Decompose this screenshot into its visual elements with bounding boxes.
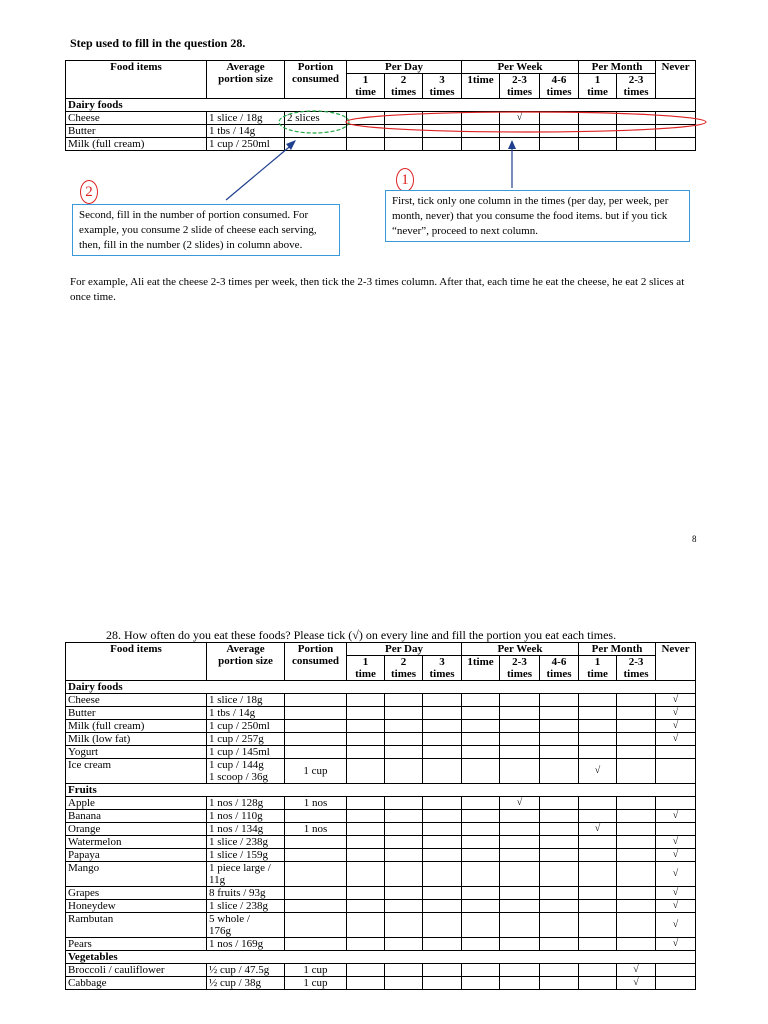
tick-cell-week3[interactable]	[540, 823, 579, 836]
food-name-cell: Banana	[66, 810, 207, 823]
tick-cell-day2[interactable]	[385, 707, 423, 720]
tick-cell-day3[interactable]	[423, 849, 462, 862]
tick-cell-month2[interactable]	[617, 720, 656, 733]
category-row: Fruits	[66, 784, 696, 797]
tick-cell-week2[interactable]	[500, 887, 540, 900]
tick-cell-week3[interactable]	[540, 938, 579, 951]
food-name-cell: Cabbage	[66, 977, 207, 990]
week-1-header: 1time	[462, 74, 500, 99]
tick-cell-day1[interactable]	[347, 887, 385, 900]
tick-cell-week3[interactable]	[540, 887, 579, 900]
food-name-cell: Yogurt	[66, 746, 207, 759]
tick-cell-day3[interactable]	[423, 900, 462, 913]
table-row	[66, 849, 696, 862]
table-row	[66, 836, 696, 849]
tick-cell-never[interactable]: √	[656, 707, 696, 720]
portion-size-cell: 1 nos / 169g	[207, 938, 285, 951]
tick-cell-day1[interactable]	[347, 797, 385, 810]
tick-cell-week1[interactable]	[462, 707, 500, 720]
tick-cell-day2[interactable]	[385, 938, 423, 951]
tick-cell-month2[interactable]	[617, 797, 656, 810]
per-week-header: Per Week	[462, 61, 579, 74]
tick-cell-day2[interactable]	[385, 746, 423, 759]
portion-consumed-cell[interactable]	[285, 900, 347, 913]
tick-cell-month1[interactable]	[579, 964, 617, 977]
tick-cell-never[interactable]	[656, 977, 696, 990]
table-row	[66, 694, 696, 707]
portion-size-cell: ½ cup / 38g	[207, 977, 285, 990]
tick-cell-day3[interactable]	[423, 694, 462, 707]
food-name-cell: Cheese	[66, 694, 207, 707]
tick-cell-month2[interactable]	[617, 849, 656, 862]
category-row: Vegetables	[66, 951, 696, 964]
portion-size-cell: 1 cup / 250ml	[207, 720, 285, 733]
tick-cell-day3[interactable]	[423, 707, 462, 720]
food-name-cell: Apple	[66, 797, 207, 810]
table-row	[66, 759, 696, 784]
step-title: Step used to fill in the question 28.	[70, 36, 246, 50]
week-2-header: 2-3 times	[500, 656, 540, 681]
portion-consumed-cell[interactable]	[285, 849, 347, 862]
tick-cell-week1[interactable]	[462, 746, 500, 759]
tick-cell-month1[interactable]	[579, 913, 617, 938]
tick-cell-month1[interactable]	[579, 938, 617, 951]
tick-cell-day3[interactable]	[423, 913, 462, 938]
portion-consumed-cell[interactable]	[285, 733, 347, 746]
arrow-line-2	[226, 143, 294, 200]
portion-size-line: 1 scoop / 36g	[209, 771, 268, 783]
tick-cell-week2[interactable]	[500, 836, 540, 849]
table-row	[66, 720, 696, 733]
tick-cell-day1[interactable]	[347, 862, 385, 887]
tick-cell-month1[interactable]	[579, 797, 617, 810]
tick-cell-week1[interactable]	[462, 694, 500, 707]
table-row: Cheese 1 slice / 18g 2 slices √	[66, 112, 696, 125]
tick-cell-never[interactable]	[656, 964, 696, 977]
tick-cell-day3[interactable]	[423, 823, 462, 836]
tick-cell-week1[interactable]	[462, 887, 500, 900]
tick-cell-week2[interactable]	[500, 759, 540, 784]
portion-consumed-cell[interactable]	[285, 810, 347, 823]
tick-cell-week3[interactable]	[540, 913, 579, 938]
tick-cell-never[interactable]: √	[656, 938, 696, 951]
tick-cell-week1[interactable]	[462, 759, 500, 784]
tick-cell-month2[interactable]	[617, 887, 656, 900]
tick-cell-week1[interactable]	[462, 733, 500, 746]
table-row	[66, 977, 696, 990]
tick-cell-week2[interactable]	[500, 862, 540, 887]
portion-size-cell: 1 nos / 110g	[207, 810, 285, 823]
portion-size-cell: 1 cup / 145ml	[207, 746, 285, 759]
table-row	[66, 707, 696, 720]
tick-cell-week2[interactable]	[500, 913, 540, 938]
tick-cell-week3[interactable]	[540, 707, 579, 720]
step-1-number: 1	[396, 168, 414, 192]
portion-consumed-cell[interactable]	[285, 913, 347, 938]
tick-cell-day2[interactable]	[385, 964, 423, 977]
tick-cell-day2[interactable]	[385, 887, 423, 900]
table-row	[66, 913, 696, 938]
month-2-header: 2-3 times	[617, 74, 656, 99]
tick-cell-month1[interactable]	[579, 810, 617, 823]
tick-cell-never[interactable]: √	[656, 733, 696, 746]
tick-cell-month2[interactable]	[617, 862, 656, 887]
table-row	[66, 862, 696, 887]
tick-cell-day2[interactable]	[385, 836, 423, 849]
tick-cell-never[interactable]: √	[656, 810, 696, 823]
tick-cell-day3[interactable]	[423, 964, 462, 977]
tick-cell-week2[interactable]	[500, 707, 540, 720]
portion-size-cell: 8 fruits / 93g	[207, 887, 285, 900]
day-2-header: 2 times	[385, 74, 423, 99]
tick-cell-day2[interactable]	[385, 720, 423, 733]
tick-cell-week1[interactable]	[462, 849, 500, 862]
tick-cell-day3[interactable]	[423, 797, 462, 810]
portion-consumed-cell[interactable]	[285, 836, 347, 849]
tick-cell-month1[interactable]	[579, 733, 617, 746]
tick-cell-day2[interactable]	[385, 810, 423, 823]
tick-cell-never[interactable]: √	[656, 887, 696, 900]
tick-cell-day2[interactable]	[385, 823, 423, 836]
tick-cell-week3[interactable]	[540, 836, 579, 849]
tick-cell-month1[interactable]	[579, 887, 617, 900]
week-3-header: 4-6 times	[540, 656, 579, 681]
tick-cell-week2[interactable]	[500, 977, 540, 990]
tick-cell-week1[interactable]	[462, 720, 500, 733]
tick-cell-week3[interactable]	[540, 746, 579, 759]
tick-cell-day1[interactable]	[347, 746, 385, 759]
callout-step-2: Second, fill in the number of portion consumed. For example, you consume 2 slide of cheese each serving, then, fill in the number (2 slides) in column above.	[72, 204, 340, 256]
question-title: 28. How often do you eat these foods? Please tick (√) on every line and fill the portion you eat each times.	[106, 628, 617, 642]
tick-cell-day3[interactable]	[423, 938, 462, 951]
tick-cell-month1[interactable]	[579, 694, 617, 707]
per-month-header: Per Month	[579, 61, 656, 74]
page-number: 8	[692, 534, 697, 544]
tick-cell-never[interactable]: √	[656, 720, 696, 733]
tick-cell-day2[interactable]	[385, 759, 423, 784]
portion-size-cell: 1 nos / 128g	[207, 797, 285, 810]
tick-cell-day1[interactable]	[347, 823, 385, 836]
never-header: Never	[656, 61, 696, 99]
portion-consumed-cell[interactable]	[285, 694, 347, 707]
portion-consumed-cell[interactable]	[285, 862, 347, 887]
food-name-cell: Watermelon	[66, 836, 207, 849]
food-name-cell: Grapes	[66, 887, 207, 900]
tick-cell-month2[interactable]	[617, 900, 656, 913]
table-row	[66, 964, 696, 977]
tick-cell-month1[interactable]	[579, 900, 617, 913]
tick-cell-day1[interactable]	[347, 810, 385, 823]
tick-cell-day1[interactable]	[347, 900, 385, 913]
average-portion-header: Average portion size	[207, 61, 285, 99]
table-row	[66, 810, 696, 823]
tick-cell-never[interactable]: √	[656, 836, 696, 849]
portion-size-line: 11g	[209, 874, 226, 886]
tick-cell-never[interactable]: √	[656, 900, 696, 913]
portion-size-cell: 1 slice / 238g	[207, 900, 285, 913]
portion-size-cell: ½ cup / 47.5g	[207, 964, 285, 977]
tick-cell-week2[interactable]	[500, 746, 540, 759]
portion-size-cell: 1 slice / 238g	[207, 836, 285, 849]
portion-consumed-cell[interactable]: 1 cup	[285, 759, 347, 784]
tick-cell-week2[interactable]	[500, 823, 540, 836]
tick-cell-week1[interactable]	[462, 862, 500, 887]
tick-cell-day3[interactable]	[423, 759, 462, 784]
tick-cell-week2[interactable]	[500, 964, 540, 977]
tick-cell-day1[interactable]	[347, 694, 385, 707]
food-name-cell: Mango	[66, 862, 207, 887]
tick-cell-day1[interactable]	[347, 938, 385, 951]
tick-cell-week1[interactable]	[462, 977, 500, 990]
food-name-cell: Pears	[66, 938, 207, 951]
tick-cell-week3[interactable]	[540, 733, 579, 746]
never-header: Never	[656, 643, 696, 681]
tick-cell-never[interactable]	[656, 797, 696, 810]
tick-cell-day1[interactable]	[347, 849, 385, 862]
tick-cell-month2[interactable]: √	[617, 964, 656, 977]
portion-consumed-header: Portion consumed	[285, 643, 347, 681]
table-row	[66, 887, 696, 900]
portion-size-cell: 1 nos / 134g	[207, 823, 285, 836]
tick-cell-week2[interactable]	[500, 938, 540, 951]
tick-cell-week2[interactable]	[500, 733, 540, 746]
tick-cell-day3[interactable]	[423, 887, 462, 900]
tick-cell-week3[interactable]	[540, 862, 579, 887]
month-1-header: 1 time	[579, 656, 617, 681]
tick-cell-week1[interactable]	[462, 810, 500, 823]
tick-cell-week1[interactable]	[462, 797, 500, 810]
tick-cell-week2[interactable]	[500, 900, 540, 913]
tick-cell-month1[interactable]: √	[579, 823, 617, 836]
day-2-header: 2 times	[385, 656, 423, 681]
tick-cell-month2[interactable]	[617, 810, 656, 823]
tick-cell-week1[interactable]	[462, 823, 500, 836]
tick-cell-week1[interactable]	[462, 938, 500, 951]
tick-cell-never[interactable]	[656, 823, 696, 836]
tick-cell-week3[interactable]	[540, 759, 579, 784]
average-portion-header: Average portion size	[207, 643, 285, 681]
portion-size-line: 1 cup / 144g	[209, 759, 264, 771]
food-name-cell: Milk (low fat)	[66, 733, 207, 746]
tick-cell[interactable]: √	[500, 112, 540, 125]
tick-cell-day3[interactable]	[423, 810, 462, 823]
tick-cell-week3[interactable]	[540, 964, 579, 977]
arrow-head-1	[508, 140, 516, 149]
tick-cell-day2[interactable]	[385, 733, 423, 746]
food-frequency-table	[65, 642, 696, 990]
tick-cell-week3[interactable]	[540, 810, 579, 823]
portion-consumed-cell[interactable]	[285, 746, 347, 759]
food-name-cell: Papaya	[66, 849, 207, 862]
portion-consumed-cell[interactable]: 1 nos	[285, 823, 347, 836]
tick-cell-day1[interactable]	[347, 720, 385, 733]
tick-cell-week2[interactable]	[500, 810, 540, 823]
tick-cell-week3[interactable]	[540, 694, 579, 707]
tick-cell-month2[interactable]: √	[617, 977, 656, 990]
table-row	[66, 938, 696, 951]
portion-consumed-cell[interactable]	[285, 707, 347, 720]
portion-size-line: 1 piece large /	[209, 862, 271, 874]
portion-size-cell: 1 cup / 257g	[207, 733, 285, 746]
tick-cell-month1[interactable]	[579, 746, 617, 759]
table-row: Butter 1 tbs / 14g	[66, 125, 696, 138]
food-name-cell: Honeydew	[66, 900, 207, 913]
portion-size-line: 176g	[209, 925, 231, 937]
tick-cell-never[interactable]	[656, 759, 696, 784]
portion-cell[interactable]: 2 slices	[285, 112, 347, 125]
tick-cell-day2[interactable]	[385, 694, 423, 707]
tick-cell-day2[interactable]	[385, 900, 423, 913]
portion-size-cell: 1 tbs / 14g	[207, 707, 285, 720]
tick-cell-day3[interactable]	[423, 746, 462, 759]
portion-size-cell	[207, 913, 285, 938]
tick-cell-day3[interactable]	[423, 836, 462, 849]
tick-cell-day1[interactable]	[347, 964, 385, 977]
week-1-header: 1time	[462, 656, 500, 681]
tick-cell-month2[interactable]	[617, 759, 656, 784]
month-1-header: 1 time	[579, 74, 617, 99]
tick-cell-week1[interactable]	[462, 900, 500, 913]
portion-size-cell	[207, 759, 285, 784]
tick-cell-week3[interactable]	[540, 977, 579, 990]
portion-highlight-ellipse	[279, 111, 349, 133]
day-3-header: 3 times	[423, 656, 462, 681]
tick-cell-month1[interactable]	[579, 862, 617, 887]
tick-cell-day2[interactable]	[385, 849, 423, 862]
tick-cell-day3[interactable]	[423, 977, 462, 990]
month-2-header: 2-3 times	[617, 656, 656, 681]
tick-cell-day3[interactable]	[423, 862, 462, 887]
tick-cell-month2[interactable]	[617, 746, 656, 759]
tick-cell-week2[interactable]	[500, 720, 540, 733]
tick-cell-day3[interactable]	[423, 733, 462, 746]
day-3-header: 3 times	[423, 74, 462, 99]
table-row: Milk (full cream) 1 cup / 250ml	[66, 138, 696, 151]
portion-consumed-cell[interactable]	[285, 720, 347, 733]
tick-cell-week3[interactable]	[540, 900, 579, 913]
food-frequency-body	[66, 681, 696, 990]
portion-size-cell: 1 slice / 18g	[207, 694, 285, 707]
tick-cell-never[interactable]: √	[656, 913, 696, 938]
tick-cell-day2[interactable]	[385, 862, 423, 887]
table-row	[66, 797, 696, 810]
example-paragraph: For example, Ali eat the cheese 2-3 times per week, then tick the 2-3 times column. After that, each time he eat the cheese, he eat 2 slices at once time.	[70, 276, 685, 303]
table-row	[66, 823, 696, 836]
week-3-header: 4-6 times	[540, 74, 579, 99]
portion-consumed-cell[interactable]: 1 cup	[285, 964, 347, 977]
tick-cell-month2[interactable]	[617, 913, 656, 938]
table-row	[66, 900, 696, 913]
tick-cell-week3[interactable]	[540, 797, 579, 810]
tick-cell-week2[interactable]	[500, 694, 540, 707]
tick-cell-month1[interactable]	[579, 977, 617, 990]
tick-cell-day2[interactable]	[385, 913, 423, 938]
tick-cell-month2[interactable]	[617, 707, 656, 720]
per-day-header: Per Day	[347, 61, 462, 74]
portion-consumed-cell[interactable]: 1 nos	[285, 797, 347, 810]
food-name-cell: Milk (full cream)	[66, 720, 207, 733]
tick-cell-day3[interactable]	[423, 720, 462, 733]
portion-size-cell: 1 slice / 159g	[207, 849, 285, 862]
portion-consumed-cell[interactable]: 1 cup	[285, 977, 347, 990]
category-row: Dairy foods	[66, 99, 696, 112]
per-week-header: Per Week	[462, 643, 579, 656]
day-1-header: 1 time	[347, 74, 385, 99]
tick-cell-day1[interactable]	[347, 836, 385, 849]
table-row	[66, 746, 696, 759]
category-row: Dairy foods	[66, 681, 696, 694]
food-name-cell: Rambutan	[66, 913, 207, 938]
tick-cell-month2[interactable]	[617, 836, 656, 849]
tick-cell-week2[interactable]	[500, 849, 540, 862]
tick-cell-day1[interactable]	[347, 977, 385, 990]
tick-cell-month1[interactable]	[579, 836, 617, 849]
tick-cell-month2[interactable]	[617, 733, 656, 746]
callout-step-1: First, tick only one column in the times (per day, per week, per month, never) that you consume the food items. but if you tick “never”, proceed to next column.	[385, 190, 690, 242]
tick-cell-week3[interactable]	[540, 720, 579, 733]
food-name-cell: Ice cream	[66, 759, 207, 784]
tick-cell-day2[interactable]	[385, 977, 423, 990]
tick-cell-day2[interactable]	[385, 797, 423, 810]
tick-cell-never[interactable]: √	[656, 849, 696, 862]
food-items-header: Food items	[66, 61, 207, 99]
step-2-number: 2	[80, 180, 98, 204]
portion-consumed-cell[interactable]	[285, 938, 347, 951]
tick-cell-week1[interactable]	[462, 913, 500, 938]
tick-cell-never[interactable]	[656, 746, 696, 759]
tick-cell-never[interactable]: √	[656, 862, 696, 887]
portion-consumed-header: Portion consumed	[285, 61, 347, 99]
per-month-header: Per Month	[579, 643, 656, 656]
day-1-header: 1 time	[347, 656, 385, 681]
tick-cell-day1[interactable]	[347, 733, 385, 746]
tick-cell-week3[interactable]	[540, 849, 579, 862]
frequency-highlight-ellipse	[346, 112, 706, 132]
tick-cell-month2[interactable]	[617, 694, 656, 707]
per-day-header: Per Day	[347, 643, 462, 656]
tick-cell-week1[interactable]	[462, 964, 500, 977]
tick-cell-day1[interactable]	[347, 759, 385, 784]
tick-cell-week2[interactable]: √	[500, 797, 540, 810]
tick-cell-month1[interactable]	[579, 849, 617, 862]
tick-cell-month2[interactable]	[617, 938, 656, 951]
food-name-cell: Broccoli / cauliflower	[66, 964, 207, 977]
tick-cell-day1[interactable]	[347, 913, 385, 938]
portion-consumed-cell[interactable]	[285, 887, 347, 900]
tick-cell-month1[interactable]	[579, 707, 617, 720]
food-items-header: Food items	[66, 643, 207, 681]
tick-cell-month1[interactable]	[579, 720, 617, 733]
portion-size-line: 5 whole /	[209, 913, 250, 925]
week-2-header: 2-3 times	[500, 74, 540, 99]
tick-cell-never[interactable]: √	[656, 694, 696, 707]
food-name-cell: Butter	[66, 707, 207, 720]
tick-cell-week1[interactable]	[462, 836, 500, 849]
tick-cell-month1[interactable]: √	[579, 759, 617, 784]
tick-cell-month2[interactable]	[617, 823, 656, 836]
table-row	[66, 733, 696, 746]
tick-cell-day1[interactable]	[347, 707, 385, 720]
portion-size-cell	[207, 862, 285, 887]
food-name-cell: Orange	[66, 823, 207, 836]
